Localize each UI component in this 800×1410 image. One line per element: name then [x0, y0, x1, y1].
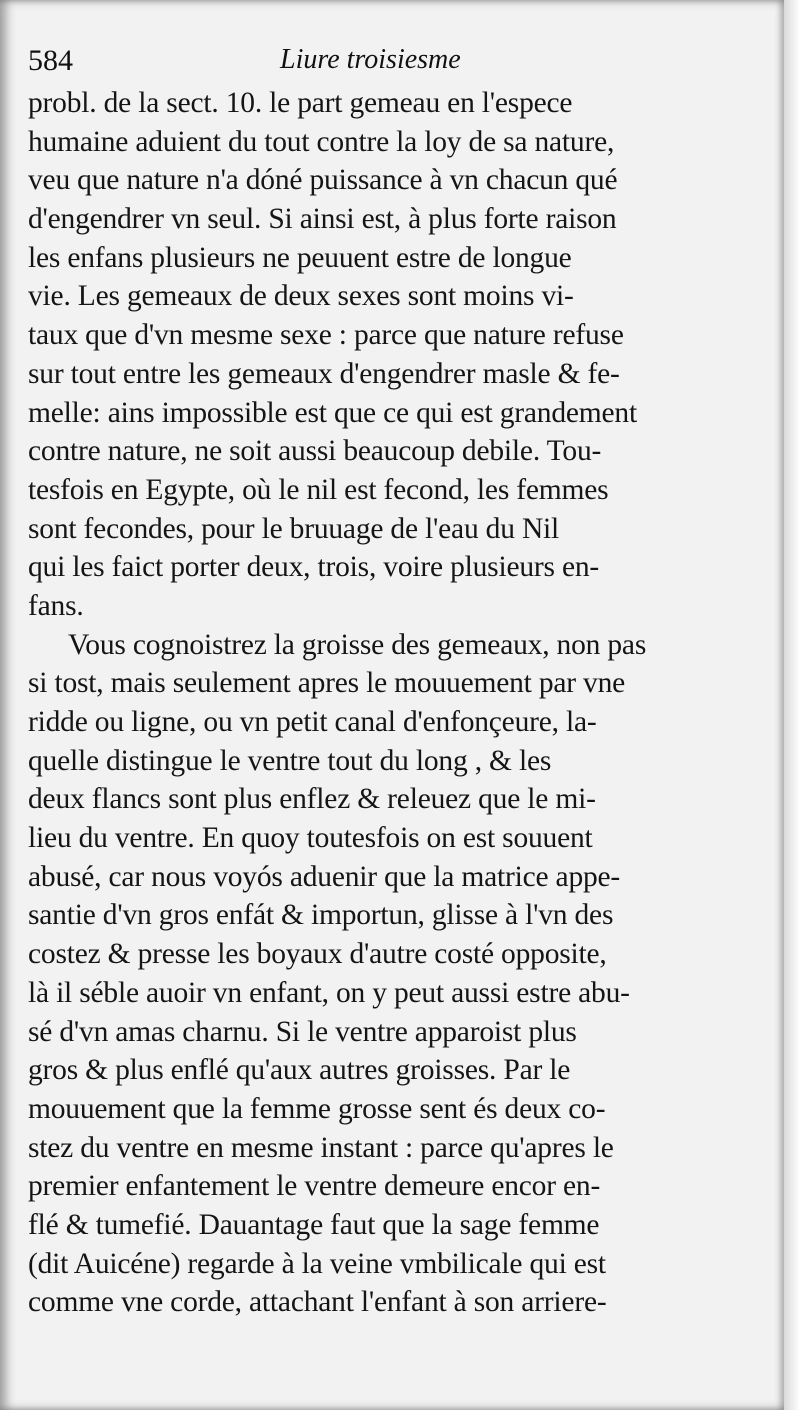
text-line: fans.	[28, 589, 84, 622]
text-line: tesfois en Egypte, où le nil est fecond, les femmes	[28, 473, 609, 506]
running-title: Liure troisiesme	[280, 44, 461, 75]
text-line: sur tout entre les gemeaux d'engendrer masle & fe-	[28, 357, 620, 390]
page-number: 584	[28, 44, 73, 77]
text-line: sont fecondes, pour le bruuage de l'eau du Nil	[28, 512, 560, 545]
text-line: les enfans plusieurs ne peuuent estre de longue	[28, 241, 572, 274]
text-line: comme vne corde, attachant l'enfant à son arriere-	[28, 1286, 607, 1319]
text-line: deux flancs sont plus enflez & releuez que le mi-	[28, 783, 596, 816]
text-line: contre nature, ne soit aussi beaucoup debile. Tou-	[28, 435, 602, 468]
text-line: taux que d'vn mesme sexe : parce que nature refuse	[28, 319, 624, 352]
page-header	[28, 44, 768, 84]
paragraph-start-line: Vous cognoistrez la groisse des gemeaux, non pas	[68, 628, 647, 661]
text-line: vie. Les gemeaux de deux sexes sont moins vi-	[28, 280, 574, 313]
text-line: melle: ains impossible est que ce qui est grandement	[28, 396, 637, 429]
text-line: d'engendrer vn seul. Si ainsi est, à plus forte raison	[28, 203, 617, 236]
text-line: qui les faict porter deux, trois, voire plusieurs en-	[28, 551, 600, 584]
text-line: mouuement que la femme grosse sent és deux co-	[28, 1092, 606, 1125]
text-line: abusé, car nous voyós aduenir que la matrice appe-	[28, 860, 621, 893]
text-line: gros & plus enflé qu'aux autres groisses. Par le	[28, 1054, 571, 1087]
text-line: ridde ou ligne, ou vn petit canal d'enfonçeure, la-	[28, 706, 597, 738]
text-line: si tost, mais seulement apres le mouuement par vne	[28, 667, 626, 700]
text-line: (dit Auicéne) regarde à la veine vmbilicale qui est	[28, 1247, 606, 1280]
text-line: veu que nature n'a dóné puissance à vn chacun qué	[28, 164, 618, 197]
page-edge	[784, 0, 800, 1410]
text-line: stez du ventre en mesme instant : parce qu'apres le	[28, 1131, 614, 1164]
text-body	[28, 84, 768, 1322]
text-line: là il séble auoir vn enfant, on y peut aussi estre abu-	[28, 976, 630, 1009]
text-line: lieu du ventre. En quoy toutesfois on est souuent	[28, 822, 593, 855]
text-line: humaine aduient du tout contre la loy de sa nature,	[28, 125, 615, 158]
text-line: quelle distingue le ventre tout du long , & les	[28, 744, 552, 777]
text-line: costez & presse les boyaux d'autre costé opposite,	[28, 938, 607, 971]
text-line: santie d'vn gros enfát & importun, glisse à l'vn des	[28, 899, 614, 932]
text-line: flé & tumefié. Dauantage faut que la sage femme	[28, 1208, 600, 1241]
text-line: sé d'vn amas charnu. Si le ventre apparoist plus	[28, 1015, 577, 1048]
text-line: probl. de la sect. 10. le part gemeau en l'espece	[28, 87, 573, 119]
text-line: premier enfantement le ventre demeure encor en-	[28, 1170, 601, 1203]
